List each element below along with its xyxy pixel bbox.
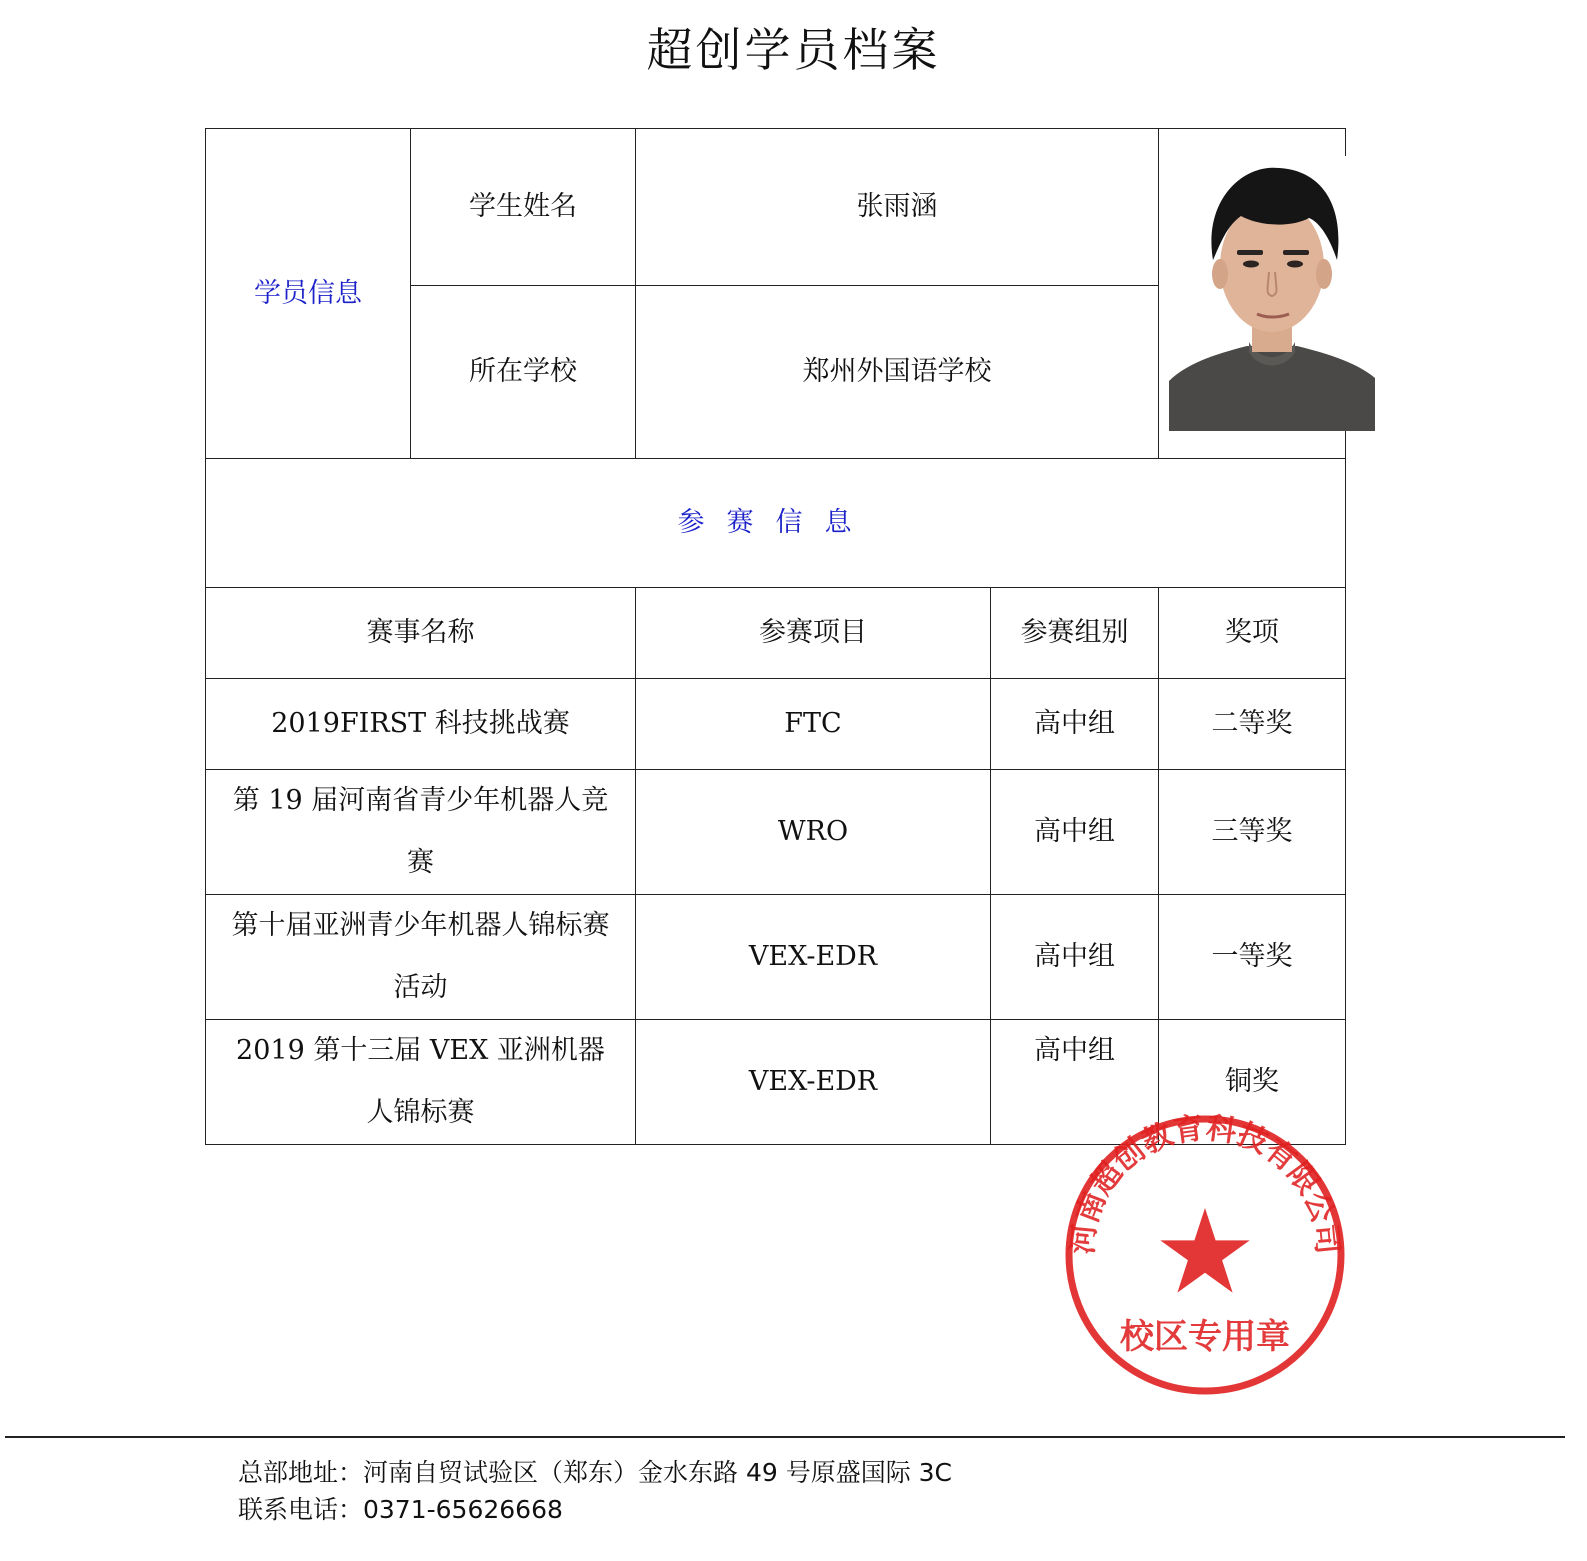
footer-divider xyxy=(5,1436,1565,1438)
project-cell: VEX-EDR xyxy=(636,895,991,1020)
footer-phone: 联系电话：0371-65626668 xyxy=(238,1495,563,1524)
group-cell: 高中组 xyxy=(991,895,1159,1020)
award-cell: 铜奖 xyxy=(1159,1020,1346,1145)
student-photo-cell xyxy=(1159,129,1346,459)
group-cell: 高中组 xyxy=(991,1020,1159,1145)
award-cell: 一等奖 xyxy=(1159,895,1346,1020)
company-seal xyxy=(1060,1110,1350,1400)
event-name-cell: 第 19 届河南省青少年机器人竞赛 xyxy=(206,770,636,895)
event-name-cell: 2019FIRST 科技挑战赛 xyxy=(206,679,636,770)
student-photo xyxy=(1169,156,1375,431)
document-title: 超创学员档案 xyxy=(646,23,941,77)
project-cell: VEX-EDR xyxy=(636,1020,991,1145)
student-record-table xyxy=(205,128,1346,1145)
header-award: 奖项 xyxy=(1159,588,1346,679)
header-event-name: 赛事名称 xyxy=(206,588,636,679)
header-group: 参赛组别 xyxy=(991,588,1159,679)
table-row xyxy=(206,895,1346,1020)
student-info-section-label: 学员信息 xyxy=(206,129,411,459)
group-cell: 高中组 xyxy=(991,679,1159,770)
header-project: 参赛项目 xyxy=(636,588,991,679)
project-cell: WRO xyxy=(636,770,991,895)
school-value: 郑州外国语学校 xyxy=(636,286,1159,459)
award-cell: 三等奖 xyxy=(1159,770,1346,895)
school-label: 所在学校 xyxy=(411,286,636,459)
star-icon xyxy=(1160,1208,1249,1293)
competition-section-label: 参赛信息 xyxy=(206,459,1346,588)
footer-address: 总部地址：河南自贸试验区（郑东）金水东路 49 号原盛国际 3C xyxy=(238,1458,953,1487)
project-cell: FTC xyxy=(636,679,991,770)
seal-ring-text: 河南超创教育科技有限公司 xyxy=(1065,1110,1345,1256)
award-cell: 二等奖 xyxy=(1159,679,1346,770)
event-name-cell: 2019 第十三届 VEX 亚洲机器人锦标赛 xyxy=(206,1020,636,1145)
event-name-cell: 第十届亚洲青少年机器人锦标赛活动 xyxy=(206,895,636,1020)
student-name-value: 张雨涵 xyxy=(636,129,1159,286)
table-row xyxy=(206,679,1346,770)
student-name-label: 学生姓名 xyxy=(411,129,636,286)
table-row xyxy=(206,770,1346,895)
group-cell: 高中组 xyxy=(991,770,1159,895)
seal-bottom-text: 校区专用章 xyxy=(1120,1317,1290,1357)
